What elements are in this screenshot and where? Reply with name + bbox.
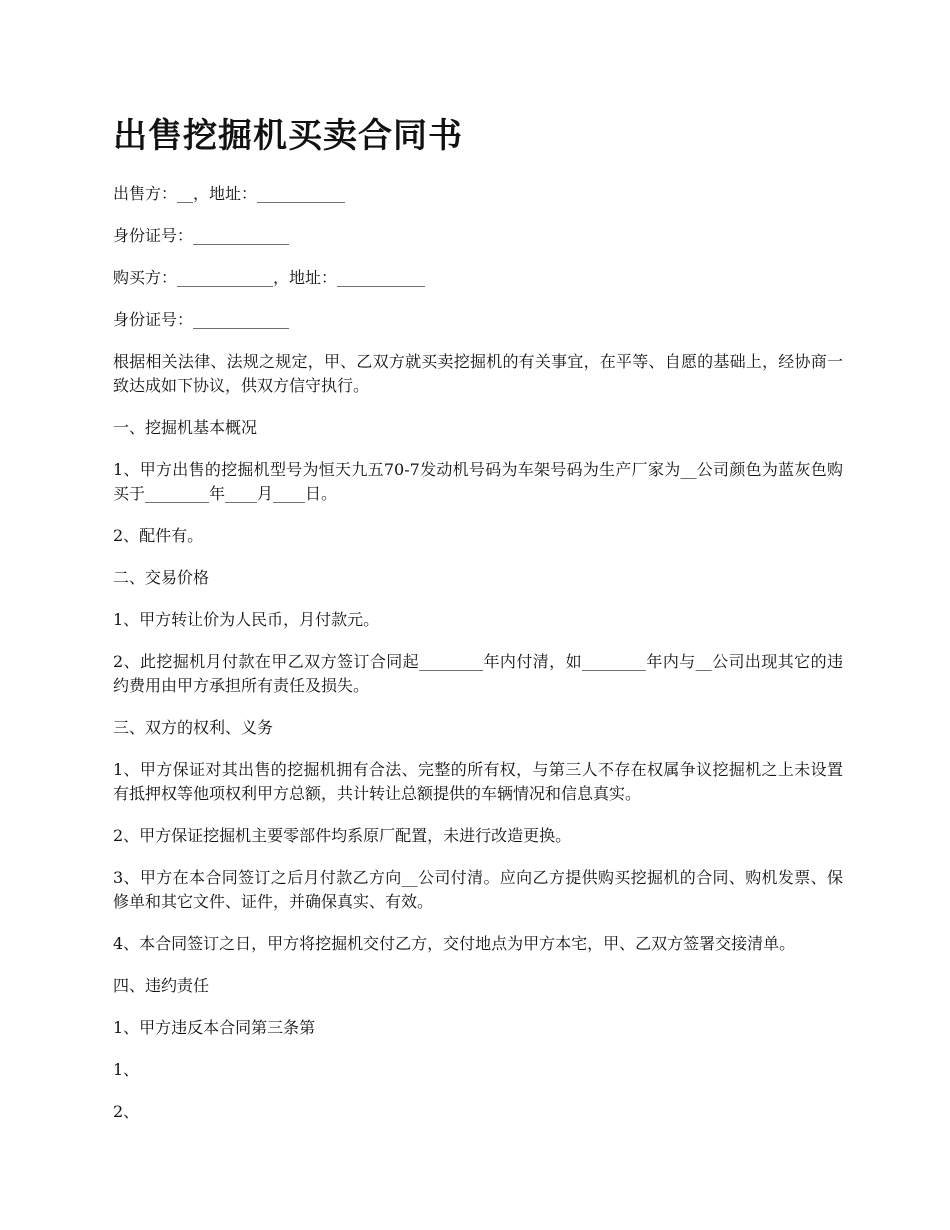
section-heading: 三、双方的权利、义务 xyxy=(113,718,274,737)
section-heading: 二、交易价格 xyxy=(113,568,210,587)
buyer-line: 购买方：____________，地址：___________ xyxy=(113,268,426,287)
document-page xyxy=(113,112,843,1142)
preamble-paragraph: 根据相关法律、法规之规定，甲、乙双方就买卖挖掘机的有关事宜，在平等、自愿的基础上，经协商一致达成如下协议，供双方信守执行。 xyxy=(113,352,843,395)
clause-paragraph: 1、甲方出售的挖掘机型号为恒天九五70-7发动机号码为车架号码为生产厂家为__公司颜色为蓝灰色购买于________年____月____日。 xyxy=(113,460,843,503)
section-heading: 四、违约责任 xyxy=(113,976,210,995)
document-body xyxy=(113,182,843,1124)
clause-paragraph: 2、此挖掘机月付款在甲乙双方签订合同起________年内付清，如________年内与__公司出现其它的违约费用由甲方承担所有责任及损失。 xyxy=(113,652,843,695)
seller-line: 出售方：__，地址：___________ xyxy=(113,184,346,203)
clause-paragraph: 2、甲方保证挖掘机主要零部件均系原厂配置，未进行改造更换。 xyxy=(113,826,572,845)
clause-paragraph: 1、甲方保证对其出售的挖掘机拥有合法、完整的所有权，与第三人不存在权属争议挖掘机之上未设置有抵押权等他项权利甲方总额，共计转让总额提供的车辆情况和信息真实。 xyxy=(113,760,843,803)
clause-paragraph: 1、甲方违反本合同第三条第 xyxy=(113,1018,316,1037)
clause-paragraph: 1、甲方转让价为人民币，月付款元。 xyxy=(113,610,380,629)
clause-paragraph: 2、 xyxy=(113,1102,140,1121)
section-heading: 一、挖掘机基本概况 xyxy=(113,418,258,437)
clause-paragraph: 3、甲方在本合同签订之后月付款乙方向__公司付清。应向乙方提供购买挖掘机的合同、购机发票、保修单和其它文件、证件，并确保真实、有效。 xyxy=(113,868,843,911)
clause-paragraph: 1、 xyxy=(113,1060,140,1079)
buyer-id-line: 身份证号：____________ xyxy=(113,310,290,329)
clause-paragraph: 2、配件有。 xyxy=(113,526,204,545)
clause-paragraph: 4、本合同签订之日，甲方将挖掘机交付乙方，交付地点为甲方本宅，甲、乙双方签署交接清单。 xyxy=(113,934,796,953)
document-title: 出售挖掘机买卖合同书 xyxy=(113,116,463,156)
seller-id-line: 身份证号：____________ xyxy=(113,226,290,245)
